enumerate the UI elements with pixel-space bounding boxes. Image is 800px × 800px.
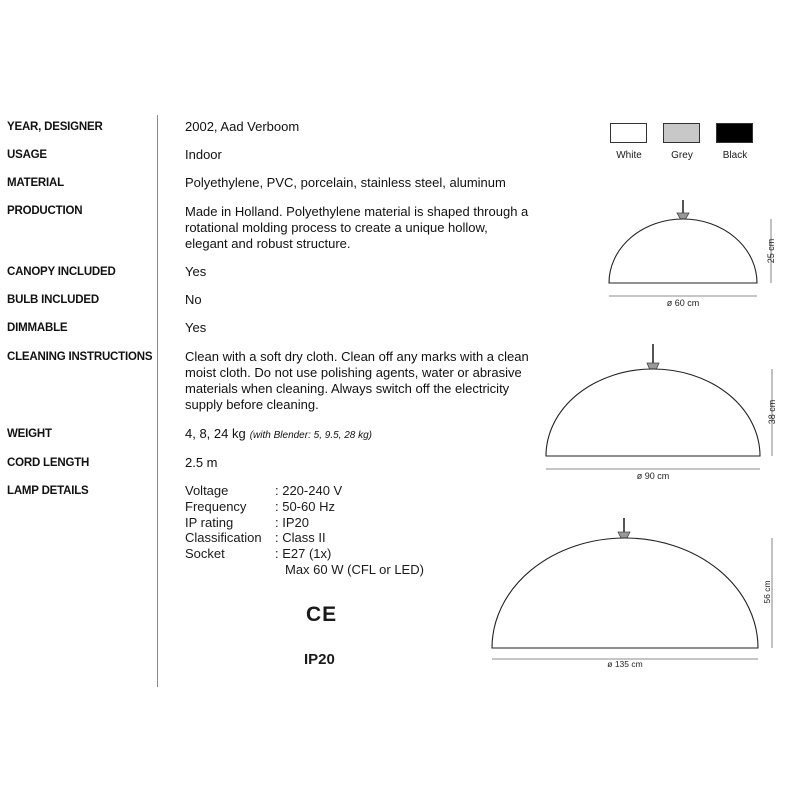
label-bulb-included: BULB INCLUDED <box>7 294 99 306</box>
large-height-label: 56 cm <box>762 580 772 604</box>
color-name-white: White <box>616 150 642 161</box>
medium-diameter-label: ø 90 cm <box>636 471 670 481</box>
value-year-designer: 2002, Aad Verboom <box>185 119 300 134</box>
value-bulb-included: No <box>185 292 202 307</box>
label-year-designer: YEAR, DESIGNER <box>7 121 103 133</box>
value-cleaning-instructions: Clean with a soft dry cloth. Clean off any marks with a clean moist cloth. Do not use polishing agents, water or abrasive materials when cleaning. Always switch off the electricity supply before cleaning. <box>185 349 529 412</box>
detail-key: Voltage <box>185 483 229 498</box>
color-name-black: Black <box>722 150 748 161</box>
large-diameter-label: ø 135 cm <box>607 659 643 669</box>
label-weight: WEIGHT <box>7 428 52 440</box>
value-usage: Indoor <box>185 147 222 162</box>
label-dimmable: DIMMABLE <box>7 322 68 334</box>
small-diameter-label: ø 60 cm <box>666 298 700 308</box>
small-height-label: 25 cm <box>766 238 776 264</box>
detail-key: IP rating <box>185 514 234 530</box>
value-dimmable: Yes <box>185 320 207 335</box>
label-lamp-details: LAMP DETAILS <box>7 485 89 497</box>
small-lamp-drawing <box>609 200 776 308</box>
medium-height-label: 38 cm <box>767 399 777 425</box>
value-material: Polyethylene, PVC, porcelain, stainless steel, aluminum <box>185 175 506 190</box>
detail-key: Classification <box>185 530 262 546</box>
detail-value: : E27 (1x) <box>275 546 332 562</box>
detail-key: Frequency <box>185 498 247 514</box>
label-production: PRODUCTION <box>7 205 83 217</box>
detail-value: : 50-60 Hz <box>275 498 335 514</box>
weight-value: 4, 8, 24 kg <box>185 426 246 441</box>
value-production: Made in Holland. Polyethylene material is shaped through a rotational molding process to create a unique hollow, elegant and robust structure. <box>185 204 529 251</box>
detail-value: : 220-240 V <box>275 483 343 498</box>
detail-value: : Class II <box>275 530 326 546</box>
label-cleaning-instructions: CLEANING INSTRUCTIONS <box>7 351 153 363</box>
large-lamp-drawing <box>492 518 772 669</box>
weight-note: (with Blender: 5, 9.5, 28 kg) <box>249 430 373 441</box>
detail-max-wattage: Max 60 W (CFL or LED) <box>285 561 424 577</box>
label-usage: USAGE <box>7 149 47 161</box>
label-canopy-included: CANOPY INCLUDED <box>7 266 116 278</box>
value-cord-length: 2.5 m <box>185 455 218 470</box>
medium-lamp-drawing <box>546 344 777 481</box>
value-canopy-included: Yes <box>185 264 207 279</box>
label-cord-length: CORD LENGTH <box>7 457 90 469</box>
label-material: MATERIAL <box>7 177 64 189</box>
color-name-grey: Grey <box>671 150 693 161</box>
detail-value: : IP20 <box>275 514 309 530</box>
ip-rating-mark: IP20 <box>304 651 335 668</box>
detail-key: Socket <box>185 546 225 562</box>
ce-mark: CE <box>306 603 338 626</box>
